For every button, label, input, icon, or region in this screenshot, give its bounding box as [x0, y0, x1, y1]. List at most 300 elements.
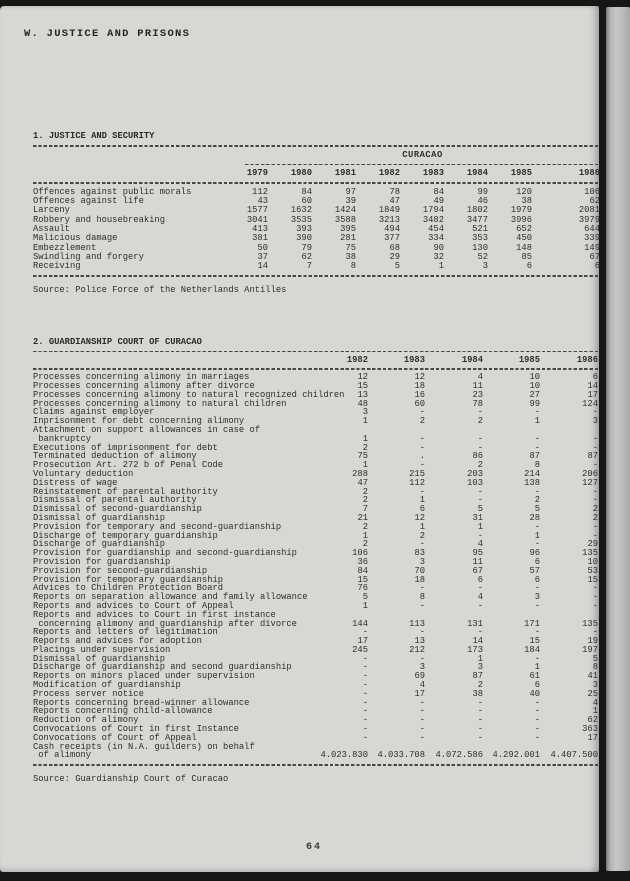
source-note: Source: Police Force of the Netherlands Antilles — [33, 284, 287, 295]
value-cell: - — [592, 433, 598, 444]
value-cell: 1849 — [378, 205, 400, 216]
row-label: Reports and advices to Court in first instance — [33, 609, 276, 620]
value-cell: 138 — [524, 477, 540, 488]
row-label: Discharge of guardianship and second guardianship — [33, 662, 292, 673]
row-label: Reports concerning bread-winner allowance — [33, 697, 250, 708]
value-cell: 3 — [482, 261, 488, 272]
value-cell: 4 — [477, 372, 483, 383]
value-cell: 2 — [477, 460, 483, 471]
value-cell: 78 — [472, 398, 483, 409]
value-cell: 2 — [592, 512, 598, 523]
value-cell: - — [362, 697, 368, 708]
row-label: of alimony — [33, 750, 92, 761]
value-cell: 6 — [592, 372, 598, 383]
year-cell: 1981 — [334, 168, 356, 179]
value-cell: 3041 — [246, 214, 268, 225]
value-cell: 75 — [357, 451, 368, 462]
value-cell: - — [592, 442, 598, 453]
divider — [33, 141, 600, 150]
value-cell: - — [419, 433, 425, 444]
value-cell: 377 — [384, 233, 400, 244]
table-row — [33, 225, 600, 234]
value-cell: - — [534, 433, 540, 444]
table-guardianship-court — [33, 338, 600, 784]
value-cell: 184 — [524, 644, 540, 655]
value-cell: 61 — [529, 671, 540, 682]
value-cell: - — [362, 724, 368, 735]
value-cell: - — [419, 706, 425, 717]
value-cell: 339 — [584, 233, 600, 244]
value-cell: 57 — [529, 565, 540, 576]
value-cell: - — [534, 407, 540, 418]
value-cell: - — [419, 442, 425, 453]
value-cell: 17 — [414, 688, 425, 699]
value-cell: 281 — [340, 233, 356, 244]
value-cell: 27 — [529, 389, 540, 400]
value-cell: - — [534, 539, 540, 550]
row-label: Placings under supervision — [33, 644, 171, 655]
value-cell: - — [477, 732, 483, 743]
value-cell: 1 — [362, 530, 368, 541]
value-cell: 393 — [296, 223, 312, 234]
value-cell: 454 — [428, 223, 444, 234]
value-cell: 12 — [414, 372, 425, 383]
value-cell: 11 — [472, 556, 483, 567]
row-label: bankruptcy — [33, 433, 92, 444]
row-label: Provision for guardianship — [33, 556, 171, 567]
value-cell: 3 — [477, 662, 483, 673]
value-cell: 83 — [414, 548, 425, 559]
value-cell: - — [477, 583, 483, 594]
value-cell: 148 — [516, 242, 532, 253]
value-cell: 521 — [472, 223, 488, 234]
row-label: Reinstatement of parental authority — [33, 486, 218, 497]
value-cell: 4 — [477, 539, 483, 550]
value-cell: 15 — [529, 636, 540, 647]
value-cell: 1802 — [466, 205, 488, 216]
value-cell: 29 — [389, 251, 400, 262]
value-cell: 390 — [296, 233, 312, 244]
value-cell: - — [362, 688, 368, 699]
row-label: Offences against public morals — [33, 186, 192, 197]
value-cell — [540, 426, 598, 435]
value-cell: - — [592, 495, 598, 506]
value-cell: 87 — [472, 671, 483, 682]
value-cell: 2 — [362, 539, 368, 550]
row-label: Dismissal of guardianship — [33, 512, 165, 523]
value-cell: 363 — [582, 724, 598, 735]
row-label: Processes concerning alimony after divorce — [33, 380, 255, 391]
value-cell: 4 — [419, 680, 425, 691]
value-cell: 2 — [419, 416, 425, 427]
value-cell: 1632 — [290, 205, 312, 216]
value-cell: - — [534, 724, 540, 735]
value-cell: 4 — [477, 592, 483, 603]
table-body — [33, 188, 600, 272]
table-row — [33, 751, 600, 760]
value-cell: 1 — [362, 416, 368, 427]
row-label: Reports on minors placed under supervision — [33, 671, 255, 682]
value-cell: 18 — [414, 574, 425, 585]
value-cell: 39 — [345, 196, 356, 207]
value-cell: - — [592, 530, 598, 541]
value-cell: 62 — [589, 196, 600, 207]
value-cell: 3 — [419, 662, 425, 673]
row-label: Convocations of Court in first Instance — [33, 724, 239, 735]
value-cell: 2 — [534, 495, 540, 506]
value-cell: 112 — [409, 477, 425, 488]
value-cell: 206 — [582, 468, 598, 479]
row-label: Convocations of Court of Appeal — [33, 732, 197, 743]
value-cell: 96 — [529, 548, 540, 559]
adjacent-page-edge — [606, 7, 630, 871]
value-cell: 334 — [428, 233, 444, 244]
value-cell: 413 — [252, 223, 268, 234]
value-cell: . — [419, 451, 425, 462]
value-cell: 84 — [301, 186, 312, 197]
row-label — [33, 169, 224, 178]
value-cell: - — [534, 697, 540, 708]
row-label: Reduction of alimony — [33, 715, 139, 726]
year-header-row — [33, 169, 600, 178]
value-cell: - — [419, 724, 425, 735]
value-cell: - — [477, 706, 483, 717]
value-cell: - — [362, 680, 368, 691]
row-label: Receiving — [33, 261, 81, 272]
value-cell: - — [592, 407, 598, 418]
value-cell: - — [419, 460, 425, 471]
value-cell: 19 — [587, 636, 598, 647]
value-cell — [483, 426, 540, 435]
section-title: 2. GUARDIANSHIP COURT OF CURACAO — [33, 337, 202, 347]
value-cell: 4 — [592, 697, 598, 708]
value-cell: 47 — [389, 196, 400, 207]
year-cell: 1986 — [578, 168, 600, 179]
value-cell: 6 — [477, 574, 483, 585]
value-cell: 353 — [472, 233, 488, 244]
row-label: Provision for guardianship and second-guardianship — [33, 548, 297, 559]
value-cell: 68 — [389, 242, 400, 253]
value-cell: 135 — [582, 618, 598, 629]
value-cell: 40 — [529, 688, 540, 699]
divider — [33, 178, 600, 187]
row-label: Advices to Children Protection Board — [33, 583, 224, 594]
value-cell: 1 — [534, 416, 540, 427]
value-cell: 8 — [419, 592, 425, 603]
value-cell: 32 — [433, 251, 444, 262]
value-cell: 99 — [477, 186, 488, 197]
row-label: Robbery and housebreaking — [33, 214, 165, 225]
value-cell: 79 — [301, 242, 312, 253]
value-cell: 3 — [534, 592, 540, 603]
source-note: Source: Guardianship Court of Curacao — [33, 774, 229, 785]
row-label: Reports and advices for adoption — [33, 636, 202, 647]
row-label: Inprisonment for debt concerning alimony — [33, 416, 245, 427]
value-cell: - — [477, 442, 483, 453]
row-label: Swindling and forgery — [33, 251, 144, 262]
value-cell: 14 — [587, 380, 598, 391]
value-cell: 99 — [529, 398, 540, 409]
value-cell: - — [592, 486, 598, 497]
year-cell: 1986 — [576, 354, 598, 365]
value-cell: 2 — [419, 530, 425, 541]
value-cell: 67 — [472, 565, 483, 576]
value-cell: - — [419, 583, 425, 594]
page-number: 64 — [306, 842, 323, 853]
value-cell: - — [419, 600, 425, 611]
row-label: Provision for temporary and second-guardianship — [33, 521, 282, 532]
year-cell: 1982 — [346, 354, 368, 365]
value-cell: 62 — [587, 715, 598, 726]
value-cell: 14 — [472, 636, 483, 647]
value-cell: - — [477, 433, 483, 444]
value-cell: 17 — [587, 732, 598, 743]
value-cell: 16 — [414, 389, 425, 400]
value-cell: - — [592, 521, 598, 532]
value-cell: - — [534, 600, 540, 611]
value-cell: 53 — [587, 565, 598, 576]
year-cell: 1985 — [510, 168, 532, 179]
value-cell: 3 — [592, 416, 598, 427]
year-cell: 1984 — [461, 354, 483, 365]
value-cell: 3477 — [466, 214, 488, 225]
value-cell: 3482 — [422, 214, 444, 225]
value-cell: 2081 — [578, 205, 600, 216]
year-cell: 1982 — [378, 168, 400, 179]
row-label: Malicious damage — [33, 233, 118, 244]
row-label: Reports and letters of legitimation — [33, 627, 218, 638]
value-cell: 5 — [477, 504, 483, 515]
value-cell: 2 — [362, 486, 368, 497]
row-label: Embezzlement — [33, 242, 97, 253]
value-cell: 69 — [414, 671, 425, 682]
value-cell: 62 — [301, 251, 312, 262]
value-cell: 36 — [357, 556, 368, 567]
row-label: Reports on separation allowance and family allowance — [33, 592, 308, 603]
row-label: Terminated deduction of alimony — [33, 451, 197, 462]
value-cell: 203 — [467, 468, 483, 479]
year-cell: 1983 — [422, 168, 444, 179]
value-cell: - — [419, 732, 425, 743]
value-cell: 3213 — [378, 214, 400, 225]
value-cell: 7 — [362, 504, 368, 515]
row-label: Executions of imprisonment for debt — [33, 442, 218, 453]
value-cell: 131 — [467, 618, 483, 629]
value-cell: 38 — [345, 251, 356, 262]
value-cell: 5 — [362, 592, 368, 603]
value-cell: - — [362, 653, 368, 664]
divider — [33, 347, 600, 356]
value-cell: 29 — [587, 539, 598, 550]
value-cell: 245 — [352, 644, 368, 655]
value-cell: - — [362, 627, 368, 638]
row-label: Provision for second-guardianship — [33, 565, 208, 576]
row-label: Provision for temporary guardianship — [33, 574, 224, 585]
value-cell: 8 — [534, 460, 540, 471]
value-cell: - — [534, 653, 540, 664]
divider — [33, 760, 600, 769]
year-cell: 1985 — [518, 354, 540, 365]
table-row — [33, 234, 600, 243]
value-cell: 11 — [472, 380, 483, 391]
value-cell: 212 — [409, 644, 425, 655]
value-cell: 95 — [472, 548, 483, 559]
value-cell: 1 — [362, 460, 368, 471]
value-cell: - — [419, 539, 425, 550]
value-cell: - — [592, 592, 598, 603]
value-cell: 106 — [352, 548, 368, 559]
value-cell: 1 — [419, 521, 425, 532]
table-body — [33, 373, 600, 760]
section-title: 1. JUSTICE AND SECURITY — [33, 131, 155, 141]
value-cell: 2 — [592, 504, 598, 515]
value-cell: 4.072.586 — [435, 750, 483, 761]
row-label: Reports and advices to Court of Appeal — [33, 600, 234, 611]
value-cell: - — [419, 697, 425, 708]
value-cell: 76 — [357, 583, 368, 594]
row-label: Processes concerning alimony to natural recognized children — [33, 389, 345, 400]
value-cell: 49 — [433, 196, 444, 207]
value-cell: 1 — [362, 433, 368, 444]
value-cell: 10 — [529, 372, 540, 383]
value-cell: 84 — [357, 565, 368, 576]
value-cell — [425, 426, 483, 435]
value-cell: 84 — [433, 186, 444, 197]
value-cell: 214 — [524, 468, 540, 479]
row-label — [33, 356, 308, 365]
row-label: Voluntary deduction — [33, 468, 134, 479]
value-cell: 652 — [516, 223, 532, 234]
value-cell: 47 — [357, 477, 368, 488]
table-row — [33, 262, 600, 271]
value-cell: 3 — [362, 407, 368, 418]
value-cell: 43 — [257, 196, 268, 207]
value-cell: 46 — [477, 196, 488, 207]
value-cell: 2 — [362, 521, 368, 532]
value-cell: - — [592, 600, 598, 611]
row-label: concerning alimony and guardianship after divorce — [33, 618, 297, 629]
value-cell: 1 — [592, 706, 598, 717]
value-cell: 67 — [589, 251, 600, 262]
value-cell: 18 — [414, 380, 425, 391]
value-cell: 1794 — [422, 205, 444, 216]
value-cell: 6 — [526, 261, 532, 272]
row-label: Discharge of guardianship — [33, 539, 165, 550]
value-cell: - — [477, 486, 483, 497]
value-cell: 87 — [587, 451, 598, 462]
value-cell: 15 — [357, 380, 368, 391]
value-cell: 12 — [414, 512, 425, 523]
value-cell: 31 — [472, 512, 483, 523]
value-cell: 75 — [345, 242, 356, 253]
value-cell: - — [534, 521, 540, 532]
row-label: Reports concerning child-allowance — [33, 706, 213, 717]
row-label: Modification of guardianship — [33, 680, 181, 691]
row-label: Process server notice — [33, 688, 144, 699]
row-label: Cash receipts (in N.A. guilders) on behalf — [33, 741, 255, 752]
row-label: Offences against life — [33, 196, 144, 207]
value-cell: 10 — [587, 556, 598, 567]
value-cell: 38 — [521, 196, 532, 207]
value-cell: - — [362, 671, 368, 682]
value-cell: - — [477, 697, 483, 708]
value-cell: 60 — [301, 196, 312, 207]
value-cell: 395 — [340, 223, 356, 234]
value-cell: - — [534, 442, 540, 453]
value-cell: - — [592, 627, 598, 638]
value-cell: 130 — [472, 242, 488, 253]
row-label: Processes concerning alimony to natural children — [33, 398, 287, 409]
value-cell: 41 — [587, 671, 598, 682]
value-cell: 15 — [357, 574, 368, 585]
value-cell: 5 — [592, 653, 598, 664]
value-cell: 90 — [433, 242, 444, 253]
value-cell: 381 — [252, 233, 268, 244]
value-cell: 3 — [419, 556, 425, 567]
value-cell: 3996 — [510, 214, 532, 225]
value-cell: 10 — [529, 380, 540, 391]
value-cell: 1 — [419, 495, 425, 506]
row-label: Prosecution Art. 272 b of Penal Code — [33, 460, 224, 471]
value-cell: 149 — [584, 242, 600, 253]
row-label: Discharge of temporary guardianship — [33, 530, 218, 541]
value-cell: 144 — [352, 618, 368, 629]
value-cell: 97 — [345, 186, 356, 197]
value-cell: - — [477, 627, 483, 638]
value-cell: 3588 — [334, 214, 356, 225]
value-cell: - — [362, 715, 368, 726]
value-cell: - — [419, 486, 425, 497]
value-cell — [368, 426, 425, 435]
value-cell: 85 — [521, 251, 532, 262]
value-cell: 6 — [534, 574, 540, 585]
table-row — [33, 470, 600, 479]
year-cell: 1983 — [403, 354, 425, 365]
value-cell: 1 — [438, 261, 444, 272]
value-cell: 38 — [472, 688, 483, 699]
value-cell: 23 — [472, 389, 483, 400]
divider — [33, 160, 600, 169]
value-cell: 450 — [516, 233, 532, 244]
value-cell — [308, 426, 368, 435]
value-cell: 112 — [252, 186, 268, 197]
value-cell: 5 — [534, 504, 540, 515]
value-cell: 70 — [414, 565, 425, 576]
value-cell: 106 — [584, 186, 600, 197]
value-cell: - — [534, 706, 540, 717]
row-label: Distress of wage — [33, 477, 118, 488]
year-cell: 1984 — [466, 168, 488, 179]
row-label: Assault — [33, 223, 70, 234]
region-header: CURACAO — [402, 149, 443, 160]
value-cell: 28 — [529, 512, 540, 523]
value-cell: - — [477, 715, 483, 726]
value-cell: - — [362, 662, 368, 673]
value-cell: - — [534, 715, 540, 726]
value-cell: 6 — [534, 680, 540, 691]
value-cell: 1 — [362, 600, 368, 611]
value-cell: 6 — [594, 261, 600, 272]
row-label: Attachment on support allowances in case of — [33, 424, 260, 435]
value-cell: - — [592, 583, 598, 594]
value-cell: 52 — [477, 251, 488, 262]
value-cell: 50 — [257, 242, 268, 253]
value-cell: - — [477, 724, 483, 735]
value-cell: 15 — [587, 574, 598, 585]
row-label: Dismissal of parental authority — [33, 495, 197, 506]
value-cell: 2 — [362, 495, 368, 506]
value-cell: - — [534, 732, 540, 743]
